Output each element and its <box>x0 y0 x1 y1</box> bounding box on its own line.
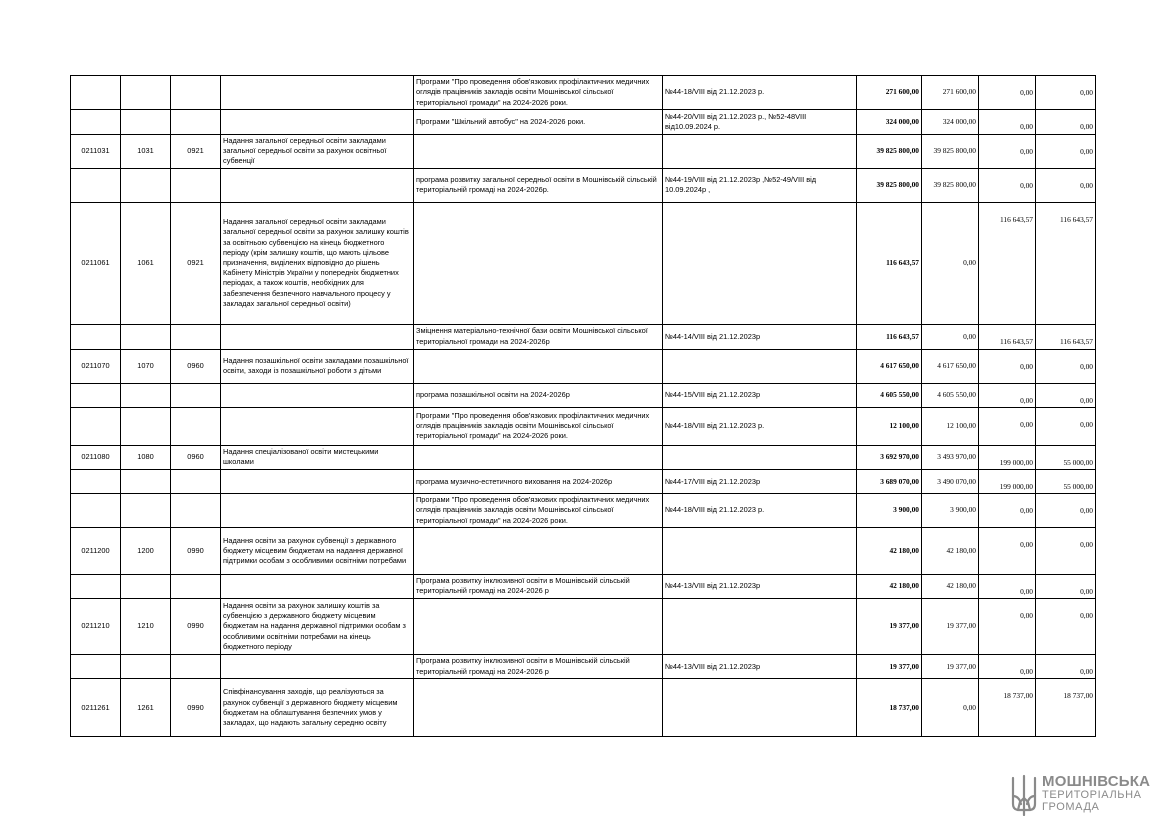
special-fund-cell: 0,00 <box>979 76 1036 110</box>
development-budget-cell: 0,00 <box>1036 349 1096 383</box>
decision-cell: №44-18/VIII від 21.12.2023 р. <box>663 494 857 528</box>
budget-code-cell: 0211210 <box>71 599 121 655</box>
budget-code-cell: 0211080 <box>71 445 121 469</box>
table-row <box>71 76 1096 110</box>
budget-code-cell: 0211200 <box>71 527 121 574</box>
program-code-cell <box>121 655 171 679</box>
special-fund-cell: 0,00 <box>979 168 1036 202</box>
decision-cell <box>663 527 857 574</box>
total-cell: 4 617 650,00 <box>857 349 922 383</box>
total-cell: 39 825 800,00 <box>857 168 922 202</box>
logo-line-1: МОШНІВСЬКА <box>1042 773 1151 790</box>
table-body <box>71 76 1096 737</box>
budget-code-cell <box>71 407 121 445</box>
name-cell <box>221 324 414 349</box>
program-code-cell: 1070 <box>121 349 171 383</box>
general-fund-cell: 19 377,00 <box>922 599 979 655</box>
table-row <box>71 655 1096 679</box>
decision-cell <box>663 679 857 737</box>
community-logo <box>1010 772 1150 818</box>
budget-code-cell: 0211031 <box>71 135 121 169</box>
function-code-cell <box>171 383 221 407</box>
program-cell: Програми "Шкільний автобус" на 2024-2026 роки. <box>414 110 663 135</box>
program-code-cell: 1061 <box>121 202 171 324</box>
function-code-cell: 0921 <box>171 202 221 324</box>
name-cell: Надання освіти за рахунок субвенції з державного бюджету місцевим бюджетам на надання державної підтримки особам з особливими освітніми потребами <box>221 527 414 574</box>
program-code-cell <box>121 470 171 494</box>
decision-cell <box>663 349 857 383</box>
table-row <box>71 599 1096 655</box>
table-row <box>71 202 1096 324</box>
program-cell: Програми "Про проведення обов'язкових профілактичних медичних оглядів працівників закладів освіти Мошнівської сільської територіальної громади" на 2024-2026 роки. <box>414 494 663 528</box>
general-fund-cell: 3 493 970,00 <box>922 445 979 469</box>
development-budget-cell: 0,00 <box>1036 110 1096 135</box>
special-fund-cell: 199 000,00 <box>979 445 1036 469</box>
function-code-cell: 0990 <box>171 599 221 655</box>
program-cell: програма музично-естетичного виховання на 2024-2026р <box>414 470 663 494</box>
total-cell: 3 900,00 <box>857 494 922 528</box>
total-cell: 39 825 800,00 <box>857 135 922 169</box>
table-row <box>71 527 1096 574</box>
special-fund-cell: 0,00 <box>979 135 1036 169</box>
program-cell <box>414 135 663 169</box>
development-budget-cell: 0,00 <box>1036 168 1096 202</box>
program-code-cell: 1031 <box>121 135 171 169</box>
logo-line-2: ТЕРИТОРІАЛЬНА <box>1042 789 1142 801</box>
name-cell <box>221 168 414 202</box>
budget-code-cell <box>71 76 121 110</box>
general-fund-cell: 4 605 550,00 <box>922 383 979 407</box>
name-cell: Надання загальної середньої освіти закладами загальної середньої освіти за рахунок освітньої субвенції <box>221 135 414 169</box>
program-code-cell <box>121 494 171 528</box>
table-row <box>71 383 1096 407</box>
total-cell: 18 737,00 <box>857 679 922 737</box>
budget-code-cell: 0211261 <box>71 679 121 737</box>
general-fund-cell: 42 180,00 <box>922 527 979 574</box>
program-cell: програма розвитку загальної середньої освіти в Мошнівській сільській територіальній громаді на 2024-2026р. <box>414 168 663 202</box>
program-code-cell <box>121 383 171 407</box>
total-cell: 4 605 550,00 <box>857 383 922 407</box>
decision-cell: №44-20/VIII від 21.12.2023 р., №52-48VIII від10.09.2024 р. <box>663 110 857 135</box>
logo-line-3: ГРОМАДА <box>1042 801 1100 813</box>
budget-code-cell: 0211061 <box>71 202 121 324</box>
total-cell: 12 100,00 <box>857 407 922 445</box>
budget-code-cell <box>71 494 121 528</box>
decision-cell: №44-19/VIII від 21.12.2023р ,№52-49/VIII від 10.09.2024р , <box>663 168 857 202</box>
program-cell: Програма розвитку інклюзивної освіти в Мошнівській сільській територіальній громаді на 2024-2026 р <box>414 655 663 679</box>
name-cell <box>221 494 414 528</box>
development-budget-cell: 0,00 <box>1036 135 1096 169</box>
total-cell: 116 643,57 <box>857 324 922 349</box>
function-code-cell <box>171 168 221 202</box>
total-cell: 19 377,00 <box>857 655 922 679</box>
budget-code-cell <box>71 324 121 349</box>
general-fund-cell: 324 000,00 <box>922 110 979 135</box>
general-fund-cell: 0,00 <box>922 202 979 324</box>
general-fund-cell: 0,00 <box>922 679 979 737</box>
function-code-cell <box>171 110 221 135</box>
general-fund-cell: 3 900,00 <box>922 494 979 528</box>
general-fund-cell: 0,00 <box>922 324 979 349</box>
special-fund-cell: 0,00 <box>979 655 1036 679</box>
budget-code-cell <box>71 383 121 407</box>
general-fund-cell: 12 100,00 <box>922 407 979 445</box>
decision-cell: №44-17/VIII від 21.12.2023р <box>663 470 857 494</box>
general-fund-cell: 271 600,00 <box>922 76 979 110</box>
development-budget-cell: 0,00 <box>1036 494 1096 528</box>
budget-code-cell <box>71 574 121 598</box>
name-cell: Надання освіти за рахунок залишку коштів за субвенцією з державного бюджету місцевим бюджетам на надання державної підтримки особам з особливими освітніми потребами на кінець бюджетного періоду <box>221 599 414 655</box>
function-code-cell <box>171 76 221 110</box>
program-cell: Зміцнення матеріально-технічної бази освіти Мошнівської сільської територіальної громади на 2024-2026р <box>414 324 663 349</box>
general-fund-cell: 39 825 800,00 <box>922 135 979 169</box>
program-code-cell <box>121 168 171 202</box>
development-budget-cell: 0,00 <box>1036 599 1096 655</box>
table-row <box>71 324 1096 349</box>
table-row <box>71 679 1096 737</box>
name-cell: Надання спеціалізованої освіти мистецькими школами <box>221 445 414 469</box>
function-code-cell <box>171 407 221 445</box>
name-cell <box>221 470 414 494</box>
general-fund-cell: 39 825 800,00 <box>922 168 979 202</box>
budget-code-cell <box>71 470 121 494</box>
table-row <box>71 110 1096 135</box>
program-code-cell <box>121 76 171 110</box>
program-code-cell: 1080 <box>121 445 171 469</box>
special-fund-cell: 0,00 <box>979 494 1036 528</box>
budget-code-cell <box>71 110 121 135</box>
special-fund-cell: 116 643,57 <box>979 202 1036 324</box>
decision-cell <box>663 202 857 324</box>
program-code-cell <box>121 324 171 349</box>
budget-code-cell <box>71 655 121 679</box>
total-cell: 271 600,00 <box>857 76 922 110</box>
name-cell <box>221 655 414 679</box>
name-cell: Надання позашкільної освіти закладами позашкільної освіти, заходи із позашкільної роботи з дітьми <box>221 349 414 383</box>
decision-cell <box>663 599 857 655</box>
function-code-cell: 0990 <box>171 527 221 574</box>
function-code-cell <box>171 470 221 494</box>
program-code-cell <box>121 110 171 135</box>
development-budget-cell: 116 643,57 <box>1036 202 1096 324</box>
general-fund-cell: 19 377,00 <box>922 655 979 679</box>
development-budget-cell: 18 737,00 <box>1036 679 1096 737</box>
development-budget-cell: 0,00 <box>1036 76 1096 110</box>
development-budget-cell: 0,00 <box>1036 655 1096 679</box>
program-code-cell: 1210 <box>121 599 171 655</box>
function-code-cell: 0960 <box>171 445 221 469</box>
development-budget-cell: 0,00 <box>1036 527 1096 574</box>
program-cell <box>414 599 663 655</box>
program-code-cell <box>121 407 171 445</box>
decision-cell: №44-13/VIII від 21.12.2023р <box>663 655 857 679</box>
function-code-cell <box>171 574 221 598</box>
total-cell: 324 000,00 <box>857 110 922 135</box>
table-row <box>71 349 1096 383</box>
total-cell: 3 689 070,00 <box>857 470 922 494</box>
program-cell: програма позашкільної освіти на 2024-2026р <box>414 383 663 407</box>
development-budget-cell: 0,00 <box>1036 574 1096 598</box>
decision-cell: №44-15/VIII від 21.12.2023р <box>663 383 857 407</box>
general-fund-cell: 42 180,00 <box>922 574 979 598</box>
name-cell <box>221 574 414 598</box>
budget-programs-table <box>70 75 1096 737</box>
special-fund-cell: 0,00 <box>979 383 1036 407</box>
name-cell <box>221 407 414 445</box>
development-budget-cell: 0,00 <box>1036 383 1096 407</box>
function-code-cell: 0990 <box>171 679 221 737</box>
special-fund-cell: 116 643,57 <box>979 324 1036 349</box>
special-fund-cell: 199 000,00 <box>979 470 1036 494</box>
name-cell <box>221 383 414 407</box>
table-row <box>71 574 1096 598</box>
development-budget-cell: 55 000,00 <box>1036 470 1096 494</box>
table-row <box>71 168 1096 202</box>
name-cell <box>221 110 414 135</box>
special-fund-cell: 0,00 <box>979 349 1036 383</box>
name-cell: Надання загальної середньої освіти закладами загальної середньої освіти за рахунок залишку коштів за освітньою субвенцією на кінець бюджетного періоду (крім залишку коштів, що мають цільове призначення, виділених відповідно до рішень Кабінету Міністрів України у попередніх бюджетних періодах, а також коштів, необхідних для забезпечення безпечного навчального процесу у закладах загальної середньої освіти) <box>221 202 414 324</box>
development-budget-cell: 0,00 <box>1036 407 1096 445</box>
name-cell <box>221 76 414 110</box>
decision-cell: №44-13/VIII від 21.12.2023р <box>663 574 857 598</box>
program-cell <box>414 445 663 469</box>
development-budget-cell: 55 000,00 <box>1036 445 1096 469</box>
tryzub-icon <box>1010 774 1038 816</box>
budget-code-cell <box>71 168 121 202</box>
decision-cell: №44-18/VIII від 21.12.2023 р. <box>663 407 857 445</box>
total-cell: 42 180,00 <box>857 527 922 574</box>
program-cell <box>414 679 663 737</box>
program-cell <box>414 202 663 324</box>
program-cell: Програми "Про проведення обов'язкових профілактичних медичних оглядів працівників закладів освіти Мошнівської сільської територіальної громади" на 2024-2026 роки. <box>414 407 663 445</box>
function-code-cell: 0921 <box>171 135 221 169</box>
program-cell <box>414 349 663 383</box>
table-row <box>71 470 1096 494</box>
function-code-cell <box>171 655 221 679</box>
name-cell: Співфінансування заходів, що реалізуються за рахунок субвенції з державного бюджету місцевим бюджетам на облаштування безпечних умов у закладах, що надають загальну середню освіту <box>221 679 414 737</box>
special-fund-cell: 0,00 <box>979 110 1036 135</box>
total-cell: 19 377,00 <box>857 599 922 655</box>
table-row <box>71 445 1096 469</box>
decision-cell <box>663 445 857 469</box>
special-fund-cell: 0,00 <box>979 599 1036 655</box>
total-cell: 3 692 970,00 <box>857 445 922 469</box>
special-fund-cell: 18 737,00 <box>979 679 1036 737</box>
decision-cell <box>663 135 857 169</box>
program-code-cell <box>121 574 171 598</box>
decision-cell: №44-14/VIII від 21.12.2023р <box>663 324 857 349</box>
general-fund-cell: 3 490 070,00 <box>922 470 979 494</box>
program-code-cell: 1261 <box>121 679 171 737</box>
special-fund-cell: 0,00 <box>979 407 1036 445</box>
special-fund-cell: 0,00 <box>979 574 1036 598</box>
decision-cell: №44-18/VIII від 21.12.2023 р. <box>663 76 857 110</box>
budget-code-cell: 0211070 <box>71 349 121 383</box>
function-code-cell: 0960 <box>171 349 221 383</box>
function-code-cell <box>171 494 221 528</box>
table-row <box>71 407 1096 445</box>
program-code-cell: 1200 <box>121 527 171 574</box>
general-fund-cell: 4 617 650,00 <box>922 349 979 383</box>
total-cell: 116 643,57 <box>857 202 922 324</box>
program-cell <box>414 527 663 574</box>
table-row <box>71 494 1096 528</box>
function-code-cell <box>171 324 221 349</box>
program-cell: Програми "Про проведення обов'язкових профілактичних медичних оглядів працівників закладів освіти Мошнівської сільської територіальної громади" на 2024-2026 роки. <box>414 76 663 110</box>
total-cell: 42 180,00 <box>857 574 922 598</box>
program-cell: Програма розвитку інклюзивної освіти в Мошнівській сільській територіальній громаді на 2024-2026 р <box>414 574 663 598</box>
development-budget-cell: 116 643,57 <box>1036 324 1096 349</box>
special-fund-cell: 0,00 <box>979 527 1036 574</box>
table-row <box>71 135 1096 169</box>
